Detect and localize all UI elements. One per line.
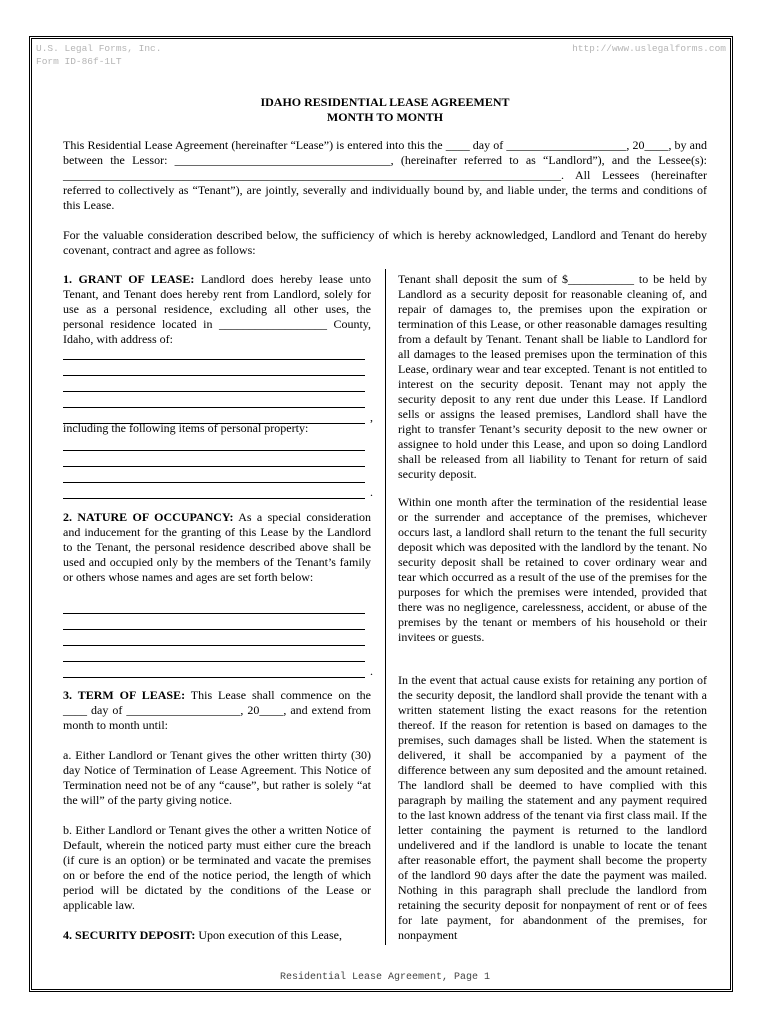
- address-line: [63, 361, 365, 376]
- section-term-of-lease: [63, 688, 371, 733]
- property-line: [63, 484, 373, 499]
- address-line: [63, 377, 365, 392]
- section-3-text: This Lease shall commence on the ____ day of ___________________, 20____, and extend from month to month until:: [63, 688, 371, 732]
- deposit-retention-paragraph: In the event that actual cause exists for retaining any portion of the security deposit, the landlord shall provide the tenant with a written statement listing the exact reasons for the retention thereof. If the reason for retention is based on damages to the premises, such damages shall be listed. When the statement is delivered, it shall be accompanied by a payment of the difference between any sum deposited and the amount retained. The landlord shall be deemed to have complied with this paragraph by mailing the statement and any payment required to the last known address of the tenant via first class mail. If the letter containing the payment is returned to the landlord undelivered and if the landlord is unable to locate the tenant after reasonable effort, the payment shall become the property of the landlord 90 days after the date the payment was mailed. Nothing in this paragraph shall preclude the landlord from retaining the security deposit for nonpayment of rent or of fees for late payment, for abandonment of the premises, for nonpayment: [398, 673, 707, 942]
- section-nature-of-occupancy: [63, 510, 371, 585]
- section-1-heading: 1. GRANT OF LEASE:: [63, 272, 195, 286]
- section-4-heading: 4. SECURITY DEPOSIT:: [63, 928, 196, 942]
- property-line: [63, 468, 365, 483]
- header-form-id: Form ID-86f-1LT: [36, 56, 122, 67]
- header-left: [36, 42, 161, 68]
- section-2-heading: 2. NATURE OF OCCUPANCY:: [63, 510, 234, 524]
- section-security-deposit: [63, 928, 371, 943]
- section-grant-of-lease: [63, 272, 371, 347]
- property-period: .: [370, 485, 373, 499]
- occupant-line: [63, 615, 365, 630]
- header-url[interactable]: http://www.uslegalforms.com: [572, 43, 726, 54]
- document-subtitle: MONTH TO MONTH: [326, 110, 444, 124]
- property-line: [63, 436, 365, 451]
- page-footer: Residential Lease Agreement, Page 1: [279, 972, 491, 983]
- property-line: [63, 452, 365, 467]
- address-line: [63, 393, 365, 408]
- column-divider: [385, 269, 386, 945]
- section-1-text: Landlord does hereby lease unto Tenant, and Tenant does hereby rent from Landlord, solely for use as a personal residence, excluding all other uses, the personal residence located in __________________ County, Idaho, with address of:: [63, 272, 371, 346]
- occupant-line: [63, 599, 365, 614]
- occupant-line: [63, 631, 365, 646]
- occupant-line: [63, 647, 365, 662]
- personal-property-label: including the following items of personal property:: [63, 421, 309, 435]
- personal-property-lines: [63, 436, 371, 500]
- section-4-text: Upon execution of this Lease,: [195, 928, 342, 942]
- section-3-heading: 3. TERM OF LEASE:: [63, 688, 186, 702]
- section-2-text: As a special consideration and inducement for the granting of this Lease by the Landlord to the Tenant, the personal residence described above shall be used and occupied only by the members of the Tenant’s family or others whose names and ages are set forth below:: [63, 510, 371, 584]
- document-title: IDAHO RESIDENTIAL LEASE AGREEMENT: [260, 95, 510, 109]
- security-deposit-paragraph: Tenant shall deposit the sum of $___________ to be held by Landlord as a security deposit for reasonable cleaning of, and repair of damages to, the premises upon the expiration or termination of this Lease, or other reasonable damages resulting from a default by Tenant. Tenant shall be liable to Landlord for all damages to the leased premises upon the termination of this Lease, ordinary wear and tear excepted. Tenant is not entitled to interest on the security deposit. Tenant may not apply the security deposit to any rent due under this Lease. If Landlord sells or assigns the leased premises, Landlord shall have the right to transfer Tenant’s security deposit to the new owner or assignee to hold under this Lease, and upon so doing Landlord shall be released from all liability to Tenant for return of said security deposit.: [398, 272, 707, 481]
- deposit-return-paragraph: Within one month after the termination of the residential lease or the surrender and acceptance of the premises, whichever occurs last, a landlord shall return to the tenant the full security deposit which was deposited with the landlord by the tenant. No security deposit shall be retained to cover ordinary wear and tear which occurred as a result of the use of the premises for the purposes for which the premises were intended, provided that there was no negligence, carelessness, accident, or abuse of the premises by the tenant or members of his household or their invitees or guests.: [398, 495, 707, 644]
- address-line: [63, 345, 365, 360]
- term-clause-b: b. Either Landlord or Tenant gives the other a written Notice of Default, wherein the noticed party must either cure the breach (if cure is an option) or be terminated and vacate the premises on or before the end of the notice period, the length of which period will be dictated by the conditions of the Lease or applicable law.: [63, 823, 371, 912]
- intro-paragraph: This Residential Lease Agreement (hereinafter “Lease”) is entered into this the ____ day of ____________________, 20____, by and between the Lessor: ____________________________________, (hereinafter referred to as “Landlord”), and the Lessee(s): ___________________________________________________________________________________. All Lessees (hereinafter referred to collectively as “Tenant”), are jointly, severally and individually bound by, and liable under, the terms and conditions of this Lease.: [63, 138, 707, 212]
- address-lines: [63, 345, 371, 425]
- consideration-paragraph: For the valuable consideration described below, the sufficiency of which is hereby acknowledged, Landlord and Tenant do hereby covenant, contract and agree as follows:: [63, 228, 707, 257]
- occupant-period: .: [370, 664, 373, 678]
- address-comma: ,: [370, 410, 373, 424]
- occupant-lines: [63, 599, 371, 679]
- term-clause-a: a. Either Landlord or Tenant gives the other written thirty (30) day Notice of Termination of Lease Agreement. This Notice of Termination need not be of any “cause”, but rather is solely “at the will” of the party giving notice.: [63, 748, 371, 807]
- occupant-line: [63, 663, 373, 678]
- header-company: U.S. Legal Forms, Inc.: [36, 43, 162, 54]
